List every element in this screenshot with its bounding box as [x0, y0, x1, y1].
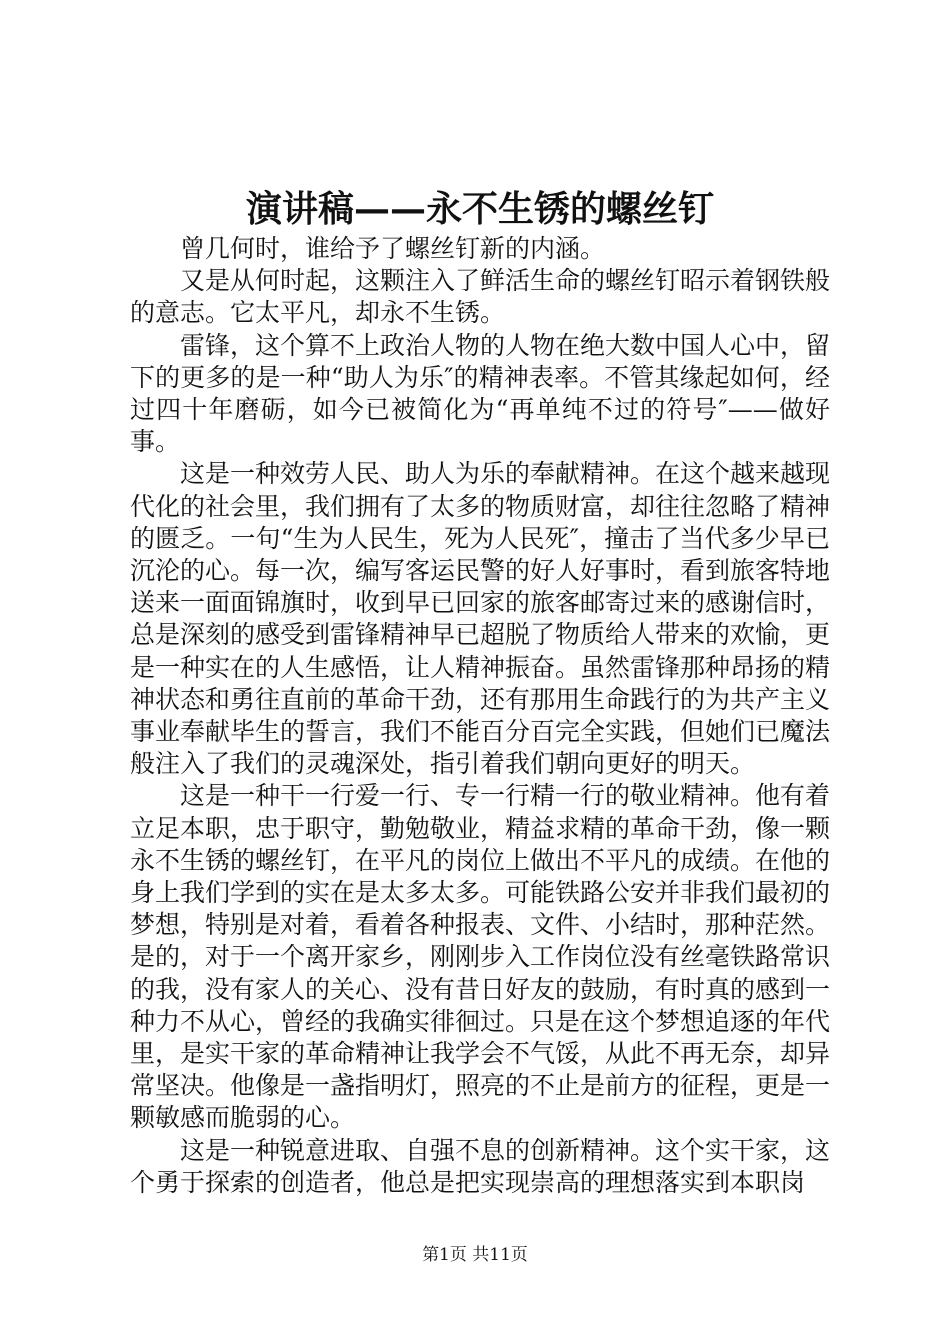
- paragraph: 又是从何时起，这颗注入了鲜活生命的螺丝钉昭示着钢铁般的意志。它太平凡，却永不生锈。: [130, 266, 831, 328]
- paragraph: 雷锋，这个算不上政治人物的人物在绝大数中国人心中，留下的更多的是一种“助人为乐″的精神表率。不管其缘起如何，经过四十年磨砺，如今已被简化为“再单纯不过的符号″——做好事。: [130, 330, 831, 457]
- paragraph: 这是一种干一行爱一行、专一行精一行的敬业精神。他有着立足本职，忠于职守，勤勉敬业，精益求精的革命干劲，像一颗永不生锈的螺丝钉，在平凡的岗位上做出不平凡的成绩。在他的身上我们学到的实在是太多太多。可能铁路公安并非我们最初的梦想，特别是对着，看着各种报表、文件、小结时，那种茫然。是的，对于一个离开家乡，刚刚步入工作岗位没有丝毫铁路常识的我，没有家人的关心、没有昔日好友的鼓励，有时真的感到一种力不从心，曾经的我确实徘徊过。只是在这个梦想追逐的年代里，是实干家的革命精神让我学会不气馁，从此不再无奈，却异常坚决。他像是一盏指明灯，照亮的不止是前方的征程，更是一颗敏感而脆弱的心。: [130, 781, 831, 1133]
- page-number-footer: 第1页 共11页: [422, 1245, 528, 1265]
- paragraph: 曾几何时，谁给予了螺丝钉新的内涵。: [180, 234, 606, 263]
- document-body: [130, 233, 830, 1199]
- paragraph: 这是一种效劳人民、助人为乐的奉献精神。在这个越来越现代化的社会里，我们拥有了太多的物质财富，却往往忽略了精神的匮乏。一句“生为人民生，死为人民死″，撞击了当代多少早已沉沦的心。每一次，编写客运民警的好人好事时，看到旅客特地送来一面面锦旗时，收到早已回家的旅客邮寄过来的感谢信时，总是深刻的感受到雷锋精神早已超脱了物质给人带来的欢愉，更是一种实在的人生感悟，让人精神振奋。虽然雷锋那种昂扬的精神状态和勇往直前的革命干劲，还有那用生命践行的为共产主义事业奉献毕生的誓言，我们不能百分百完全实践，但她们已魔法般注入了我们的灵魂深处，指引着我们朝向更好的明天。: [130, 459, 831, 779]
- document-title: 演讲稿——永不生锈的螺丝钉: [245, 188, 714, 230]
- paragraph: 这是一种锐意进取、自强不息的创新精神。这个实干家，这个勇于探索的创造者，他总是把实现崇高的理想落实到本职岗: [130, 1135, 831, 1197]
